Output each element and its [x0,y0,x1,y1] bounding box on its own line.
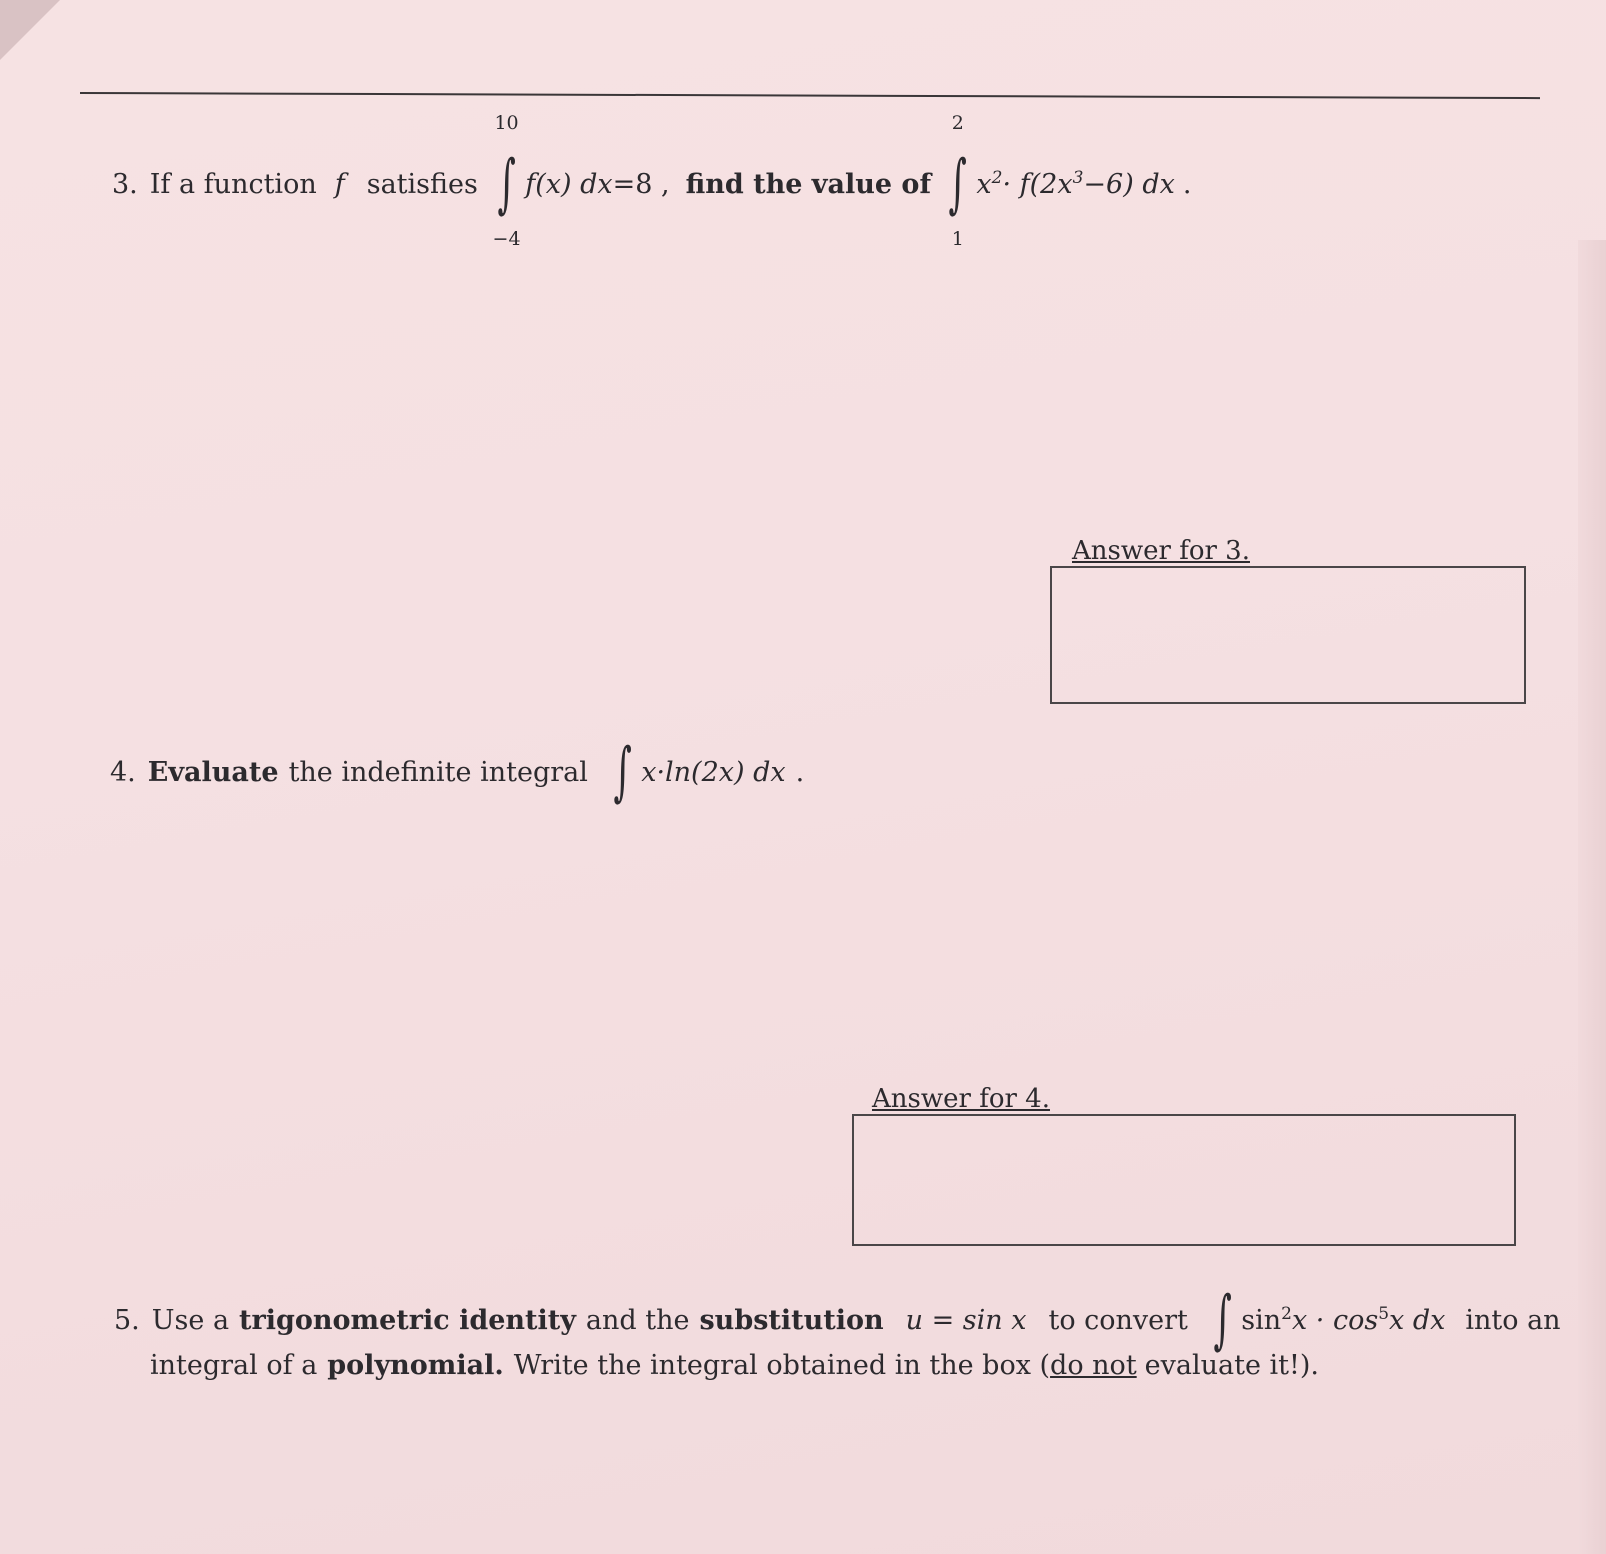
definite-integral-2 [941,112,974,250]
question-text: If a function [149,168,317,200]
integral-sign-icon: ∫ [948,147,967,221]
header-rule [80,92,1540,99]
question-text: evaluate it!). [1144,1350,1319,1381]
integral-upper-limit: 10 [494,112,519,134]
integral-sign-icon: ∫ [613,735,632,809]
answer-box-3[interactable] [1050,566,1526,704]
question-5-line-2 [150,1350,1319,1381]
question-text: the indefinite integral [288,756,588,788]
page-edge [1578,240,1606,1554]
question-number: 5. [114,1304,140,1336]
question-text: Write the integral obtained in the box ( [513,1350,1051,1381]
substitution-expression: u = sin x [905,1304,1027,1336]
integrand: $x^2\cdot f(2x^3-6)$ dx [976,167,1175,200]
integral-sign-icon: ∫ [497,147,516,221]
integrand: x·ln(2x) dx [641,756,786,788]
integral-lower-limit: 1 [951,228,964,250]
integral-value: =8 , [612,168,670,200]
question-text-bold: trigonometric identity [239,1304,576,1336]
question-number: 3. [112,168,138,200]
period: . [795,756,805,788]
question-text: satisfies [366,168,478,200]
period: . [1182,168,1192,200]
integrand: f(x) dx [525,168,613,200]
question-text-bold: substitution [699,1304,884,1336]
integral-upper-limit: 2 [951,112,964,134]
question-4 [110,735,805,809]
question-text-bold: polynomial. [327,1350,504,1381]
question-text: Use a [151,1304,230,1336]
question-text: and the [585,1304,690,1336]
question-text-bold: Evaluate [147,756,279,788]
answer-label-4: Answer for 4. [872,1084,1050,1114]
answer-box-4[interactable] [852,1114,1516,1246]
question-5-line-1 [114,1283,1561,1357]
indefinite-integral [606,735,639,809]
question-text-bold: find the value of [685,168,932,200]
question-text: into an [1465,1304,1561,1336]
integral-sign-icon: ∫ [1213,1283,1232,1357]
definite-integral-1 [490,112,523,250]
integral-lower-limit: −4 [492,228,521,250]
question-text: integral of a [150,1350,318,1381]
page-corner [0,0,60,60]
question-text-underlined: do not [1050,1350,1137,1381]
answer-label-3: Answer for 3. [1072,536,1250,566]
question-3 [112,112,1192,250]
function-symbol: f [334,168,345,200]
question-number: 4. [110,756,136,788]
integrand: $\sin^2x \cdot \cos^5x$ dx [1241,1303,1446,1336]
indefinite-integral [1206,1283,1239,1357]
question-text: to convert [1048,1304,1188,1336]
